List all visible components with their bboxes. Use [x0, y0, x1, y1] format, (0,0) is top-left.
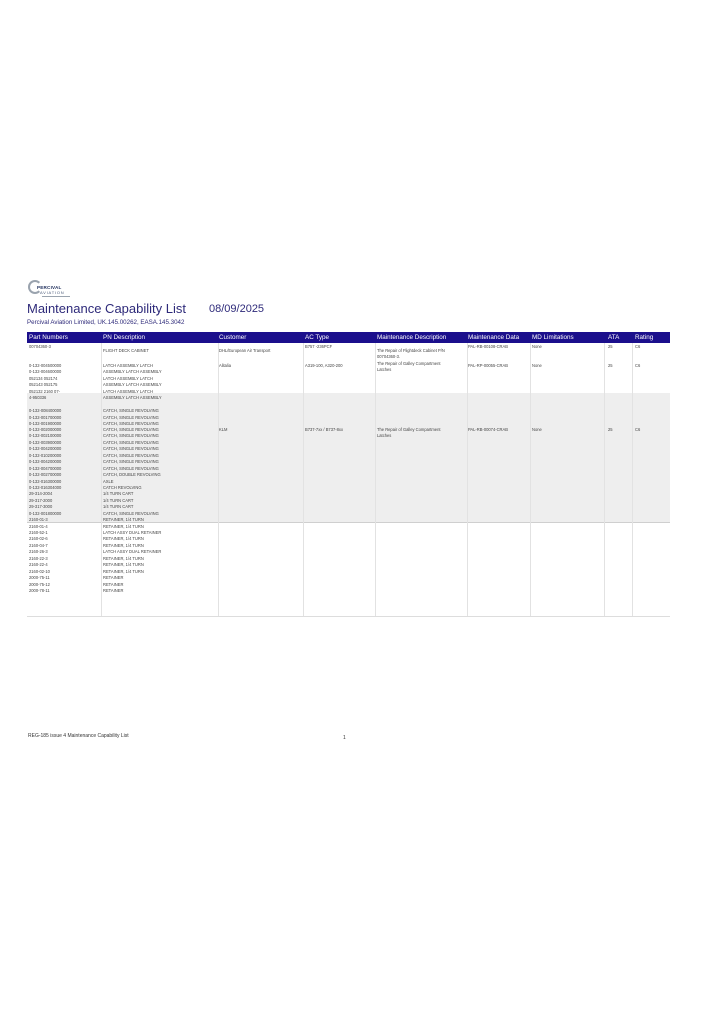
part-number: 052132 2160 07-	[29, 388, 60, 394]
part-number: 2160-52-1	[29, 530, 48, 535]
column-divider	[303, 343, 304, 617]
part-number: 2000-78-11	[29, 587, 50, 593]
pn-description-line: LATCH ASSY DUAL RETAINER	[103, 549, 162, 555]
header-md-limitations: MD Limitations	[532, 334, 574, 341]
row2-maintenance-data: PAL-RP-00055-CRAB	[468, 363, 508, 368]
maintenance-description-line: The Repair of Galley Compartment	[377, 361, 441, 366]
row1-md-limitations: None	[532, 344, 542, 349]
pn-description-line: RETAINER, 1/4 TURN	[103, 517, 144, 523]
table-header	[27, 332, 670, 343]
table-bottom-border	[27, 616, 670, 617]
header-part-numbers: Part Numbers	[29, 334, 68, 341]
pn-description-line: RETAINER	[103, 575, 124, 581]
row3-ata: 25	[608, 427, 613, 432]
part-number: 0-132-003900000	[29, 439, 62, 445]
column-divider	[101, 343, 102, 617]
row3-rating: C6	[635, 427, 641, 432]
pn-description-line: CATCH, SINGLE REVOLVING	[103, 459, 159, 465]
part-number: 052143 052175	[29, 382, 58, 388]
pn-description-line: CATCH, SINGLE REVOLVING	[103, 465, 159, 471]
percival-aviation-logo	[28, 280, 74, 300]
part-number: 0-132-002100000	[29, 433, 62, 439]
pn-description-line: CATCH, SINGLE REVOLVING	[103, 408, 159, 414]
row2-customer: Alitalia	[219, 363, 232, 368]
row3-pn-description	[103, 427, 161, 594]
pn-description-line: RETAINER, 1/4 TURN	[103, 555, 144, 561]
header-ata: ATA	[608, 334, 620, 341]
part-number: 0-132-016300000	[29, 478, 62, 484]
part-number: 0-132-004600000	[29, 369, 62, 375]
pn-description-line: 1/4 TURN CART	[103, 491, 134, 497]
part-number: 0-132-002000000	[29, 427, 62, 432]
part-number: 052134 052174	[29, 375, 58, 381]
pn-description-line: LATCH ASSEMBLY LATCH	[103, 375, 153, 381]
footer-document-reference: REG-185 issue 4 Maintenance Capability List	[28, 733, 129, 739]
row3-part-numbers	[29, 427, 61, 594]
pn-description-line: RETAINER	[103, 587, 124, 593]
pn-description-line: RETAINER, 1/4 TURN	[103, 536, 144, 542]
pn-description-line: 1/4 TURN CART	[103, 504, 134, 510]
pn-description-line: CATCH, SINGLE REVOLVING	[103, 439, 159, 445]
part-number: 2000-75-11	[29, 575, 50, 581]
row1-part-numbers	[29, 344, 51, 350]
row2-pn-description	[103, 363, 162, 427]
part-number: 2160-22-3	[29, 555, 48, 561]
maintenance-description-line: Latches	[377, 367, 392, 373]
row2-ata: 25	[608, 363, 613, 368]
part-number: 0-132-002700000	[29, 472, 62, 478]
row1-ata: 25	[608, 344, 613, 349]
pn-description-line: CATCH, SINGLE REVOLVING	[103, 414, 159, 420]
part-number: 0-132-001900000	[29, 420, 62, 426]
page-number: 1	[343, 735, 346, 741]
row3-ac-type: B737-7xx / B737-8xx	[305, 427, 344, 432]
part-number: 2160-04-7	[29, 542, 48, 548]
row2-part-numbers	[29, 363, 61, 427]
pn-description-line: CATCH REVOLVING	[103, 484, 142, 490]
column-divider	[467, 343, 468, 617]
column-divider	[530, 343, 531, 617]
part-number: 2000-75-12	[29, 581, 50, 587]
maintenance-description-line: 00704360-3.	[377, 354, 400, 360]
row1-rating: C6	[635, 344, 641, 349]
row1-maintenance-data: PAL-RB-00108-CRAB	[468, 344, 508, 349]
pn-description-line: CATCH, SINGLE REVOLVING	[103, 452, 159, 458]
part-number: 0-132-008400000	[29, 408, 62, 414]
logo-underline	[42, 296, 70, 297]
pn-description-line: LATCH ASSY DUAL RETAINER	[103, 530, 162, 535]
row3-maintenance-data: PAL-RB-00074-CRAB	[468, 427, 508, 432]
header-maintenance-data: Maintenance Data	[468, 334, 520, 341]
part-number: 0-132-001800000	[29, 510, 62, 516]
pn-description-line: CATCH, DOUBLE REVOLVING	[103, 472, 161, 478]
pn-description-line: RETAINER, 1/4 TURN	[103, 523, 144, 529]
row1-ac-type: B757 -236PCF	[305, 344, 333, 349]
row1-pn-description	[103, 348, 149, 354]
pn-description-line: RETAINER, 1/4 TURN	[103, 562, 144, 568]
document-title: Maintenance Capability List	[27, 301, 186, 316]
pn-description-line: RETAINER, 1/4 TURN	[103, 542, 144, 548]
part-number: 2160-02-10	[29, 568, 50, 574]
part-number: 2160-26-3	[29, 549, 48, 555]
column-divider	[632, 343, 633, 617]
logo-text-line2: AVIATION	[40, 290, 65, 295]
column-divider	[604, 343, 605, 617]
header-customer: Customer	[219, 334, 247, 341]
part-number: 4-950336	[29, 395, 47, 401]
part-number: 2160-01-3	[29, 517, 48, 523]
pn-description-line: CATCH, SINGLE REVOLVING	[103, 510, 159, 516]
row2-rating: C6	[635, 363, 641, 368]
row1-customer: DHL/European Air Transport	[219, 348, 271, 353]
part-number: 0-132-010200000	[29, 452, 62, 458]
part-number: 0-132-004700000	[29, 465, 62, 471]
logo-text-line1: PERCIVAL	[37, 285, 62, 290]
maintenance-description-line: The Repair of Flightdeck Cabinet P/N	[377, 348, 445, 353]
header-pn-description: PN Description	[103, 334, 145, 341]
part-number: 2160-02-6	[29, 536, 48, 542]
header-maintenance-description: Maintenance Description	[377, 334, 447, 341]
part-number: 0-132-004200000	[29, 446, 62, 452]
document-subtitle: Percival Aviation Limited, UK.145.00262, EASA.145.3042	[27, 319, 185, 326]
part-number: 0-132-004200000	[29, 459, 62, 465]
part-number: 0-132-016304000	[29, 484, 62, 490]
maintenance-description-line: Latches	[377, 433, 392, 439]
row2-ac-type: A319-100, A320-200	[305, 363, 343, 368]
part-number: 00704360-3	[29, 344, 51, 349]
row1-maintenance-description	[377, 348, 445, 361]
column-divider	[375, 343, 376, 617]
part-number: 29-317-3000	[29, 504, 53, 510]
row2-md-limitations: None	[532, 363, 542, 368]
header-rating: Rating	[635, 334, 654, 341]
pn-description-line: LATCH ASSEMBLY LATCH	[103, 388, 153, 394]
pn-description-line: CATCH, SINGLE REVOLVING	[103, 446, 159, 452]
row3-md-limitations: None	[532, 427, 542, 432]
pn-description-line: AXLE	[103, 478, 114, 484]
pn-description-line: RETAINER	[103, 581, 124, 587]
row2-maintenance-description	[377, 361, 440, 374]
pn-description-line: ASSEMBLY LATCH ASSEMBLY	[103, 382, 162, 388]
pn-description-line: CATCH, SINGLE REVOLVING	[103, 427, 159, 432]
pn-description-line: FLIGHT DECK CABINET	[103, 348, 149, 353]
header-ac-type: AC Type	[305, 334, 330, 341]
part-number: 2160-22-4	[29, 562, 48, 568]
maintenance-description-line: The Repair of Galley Compartment	[377, 427, 441, 432]
pn-description-line: RETAINER, 1/4 TURN	[103, 568, 144, 574]
part-number: 0-132-004500000	[29, 363, 62, 368]
row3-maintenance-description	[377, 427, 440, 440]
pn-description-line: CATCH, SINGLE REVOLVING	[103, 420, 159, 426]
column-divider	[218, 343, 219, 617]
part-number: 2160-01-4	[29, 523, 48, 529]
pn-description-line: CATCH, SINGLE REVOLVING	[103, 433, 159, 439]
part-number: 29-314-2004	[29, 491, 53, 497]
pn-description-line: ASSEMBLY LATCH ASSEMBLY	[103, 395, 162, 401]
capability-table	[27, 332, 670, 617]
part-number: 0-132-001700000	[29, 414, 62, 420]
pn-description-line: ASSEMBLY LATCH ASSEMBLY	[103, 369, 162, 375]
row3-customer: KLM	[219, 427, 228, 432]
pn-description-line: LATCH ASSEMBLY LATCH	[103, 363, 153, 368]
document-date: 08/09/2025	[209, 303, 265, 315]
pn-description-line: 1/4 TURN CART	[103, 497, 134, 503]
part-number: 29-317-2000	[29, 497, 53, 503]
